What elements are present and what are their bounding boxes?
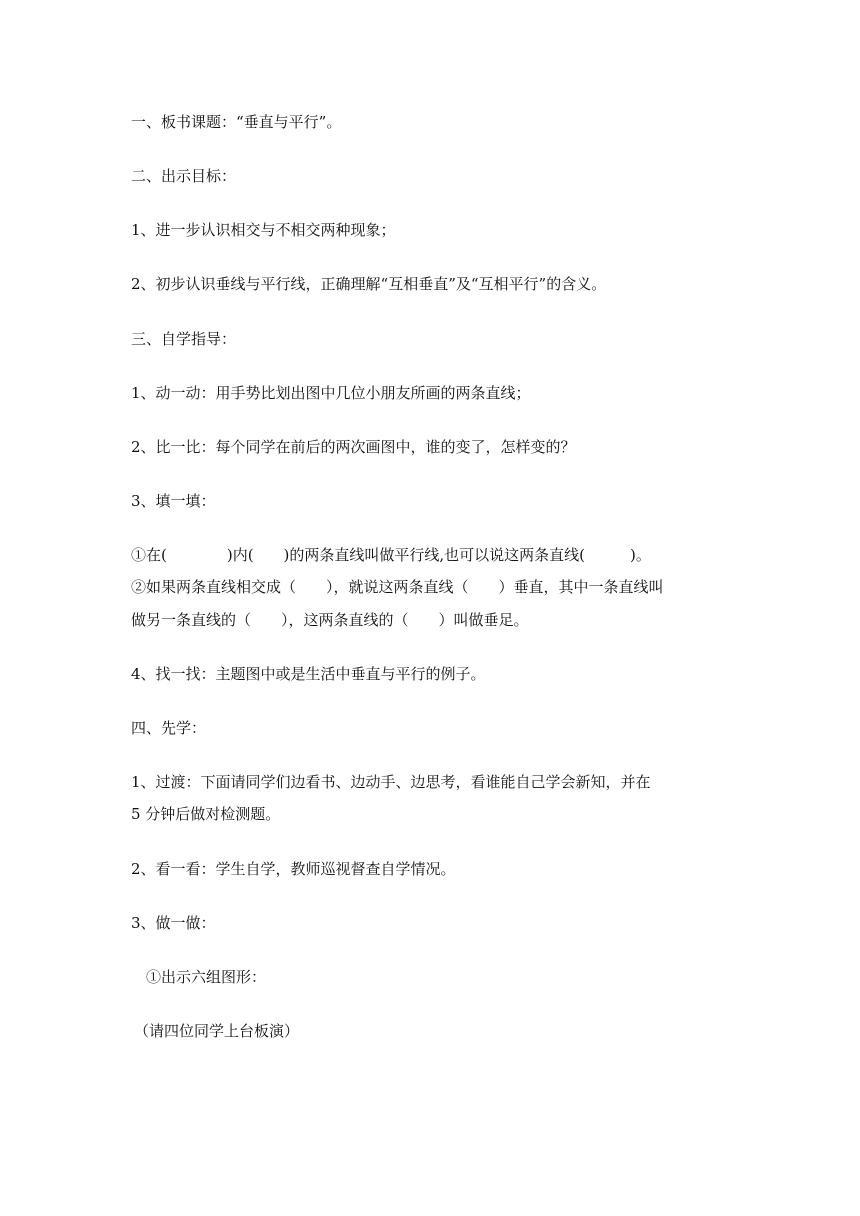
- prelearn-item-2: 2、看一看：学生自学，教师巡视督查自学情况。: [131, 860, 456, 878]
- fill-blank-2: ②如果两条直线相交成（ ），就说这两条直线（ ）垂直，其中一条直线叫: [131, 578, 664, 596]
- prelearn-item-1-continued: 5 分钟后做对检测题。: [131, 805, 281, 823]
- goal-item-2: 2、初步认识垂线与平行线，正确理解“互相垂直”及“互相平行”的含义。: [131, 275, 607, 293]
- prelearn-item-1: 1、过渡：下面请同学们边看书、边动手、边思考，看谁能自己学会新知，并在: [131, 773, 651, 791]
- heading-section-4: 四、先学：: [131, 719, 207, 737]
- heading-section-2: 二、出示目标：: [131, 167, 237, 185]
- goal-item-1: 1、进一步认识相交与不相交两种现象；: [131, 221, 396, 239]
- guide-item-2: 2、比一比：每个同学在前后的两次画图中，谁的变了，怎样变的？: [131, 438, 576, 456]
- prelearn-item-3: 3、做一做：: [131, 914, 216, 932]
- prelearn-subitem-1: ①出示六组图形：: [146, 968, 267, 986]
- heading-section-3: 三、自学指导：: [131, 330, 237, 348]
- guide-item-1: 1、动一动：用手势比划出图中几位小朋友所画的两条直线；: [131, 384, 531, 402]
- guide-item-4: 4、找一找：主题图中或是生活中垂直与平行的例子。: [131, 665, 486, 683]
- fill-blank-1: ①在( )内( )的两条直线叫做平行线,也可以说这两条直线( )。: [131, 546, 651, 564]
- fill-blank-2-continued: 做另一条直线的（ ），这两条直线的（ ）叫做垂足。: [131, 611, 529, 629]
- board-note: （请四位同学上台板演）: [134, 1022, 300, 1040]
- guide-item-3: 3、填一填：: [131, 492, 216, 510]
- heading-section-1: 一、板书课题：“垂直与平行”。: [131, 113, 342, 131]
